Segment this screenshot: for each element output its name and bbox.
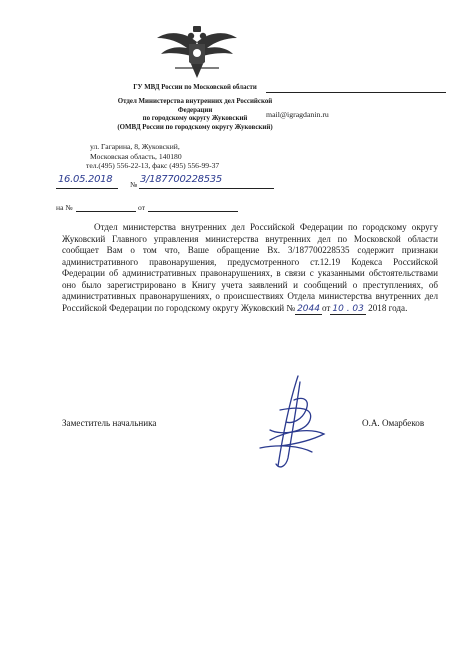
- sender-address-line: тел.(495) 556-22-13, факс (495) 556-99-37: [86, 161, 220, 170]
- recipient-email: mail@igragdanin.ru: [266, 110, 329, 119]
- reference-from: от: [138, 203, 146, 212]
- letter-text: Отдел министерства внутренних дел Российской Федерации по городскому округу Жуковский Главного управления министерства внутренних дел по Московской области сообщает Вам о том что, Ваше обращение Вх. 3/187700228535 содержит признаки административного правонарушения, предусмотренного ст.12.19 Кодекса Российской Федерации об административных правонарушениях, в связи с указанными обстоятельствами оно было зарегистрировано в Книгу учета заявлений и сообщений о преступлениях, об административных правонарушениях, о происшествиях Отдела министерства внутренних дел Российской Федерации по городскому округу Жуковский №: [62, 222, 438, 313]
- registration-number: 3/187700228535: [140, 174, 222, 185]
- sender-dept-line: по городскому округу Жуковский: [142, 115, 248, 123]
- signer-name: О.А. Омарбеков: [362, 418, 425, 428]
- recipient-line: [266, 92, 446, 93]
- mvd-emblem-icon: [155, 24, 239, 80]
- sender-dept-line: (ОМВД России по городскому округу Жуковский): [117, 123, 273, 131]
- reference-prefix: на №: [56, 203, 73, 212]
- number-underline: [139, 188, 274, 189]
- kusp-date: 10 . 03: [332, 303, 364, 314]
- letter-text-from: от: [321, 302, 331, 313]
- reference-date-underline: [148, 211, 238, 212]
- sender-dept-line: Отдел Министерства внутренних дел Российской: [117, 98, 273, 105]
- letter-paragraph: [62, 222, 438, 315]
- letter-body: [62, 222, 438, 315]
- sender-address-line: Московская область, 140180: [90, 151, 182, 161]
- sender-org-main: ГУ МВД России по Московской области: [133, 84, 257, 91]
- signer-position: Заместитель начальника: [62, 418, 157, 428]
- kusp-number: 2044: [297, 303, 320, 314]
- registration-number-label: №: [130, 180, 138, 189]
- reference-number-underline: [76, 211, 136, 212]
- letter-text-after: 2018 года.: [368, 302, 408, 313]
- registration-date: 16.05.2018: [58, 174, 113, 185]
- date-underline: [56, 188, 118, 189]
- signature-icon: [240, 370, 350, 480]
- sender-address-line: ул. Гагарина, 8, Жуковский,: [90, 142, 180, 151]
- sender-dept-line: Федерации: [177, 106, 213, 114]
